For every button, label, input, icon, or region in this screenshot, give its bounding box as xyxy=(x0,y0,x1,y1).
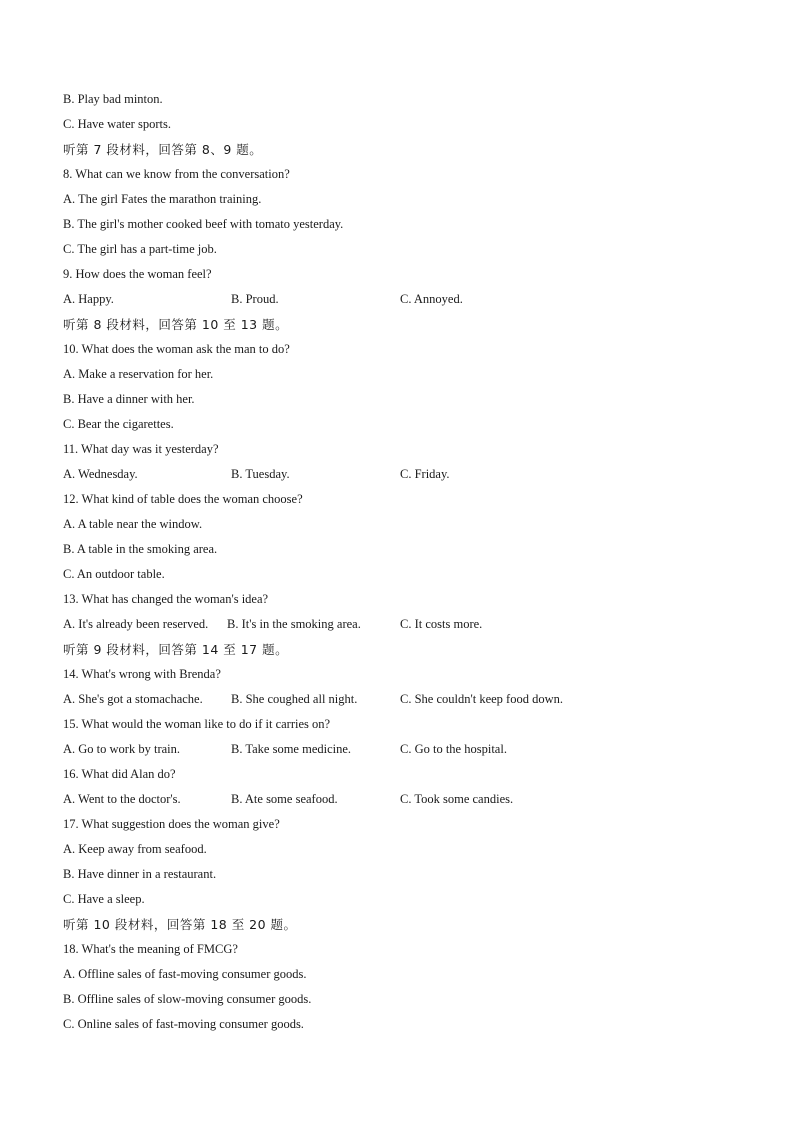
answer-option: C. Have water sports. xyxy=(63,117,171,131)
answer-option: B. Have dinner in a restaurant. xyxy=(63,867,217,881)
section-heading: 听第 10 段材料，回答第 18 至 20 题。 xyxy=(63,917,297,932)
answer-option: C. An outdoor table. xyxy=(63,567,165,581)
answer-option: B. Take some medicine. xyxy=(231,742,352,756)
answer-option: A. Offline sales of fast-moving consumer goods. xyxy=(63,967,307,981)
answer-option: A. Make a reservation for her. xyxy=(63,367,214,381)
answer-option: C. The girl has a part-time job. xyxy=(63,242,217,256)
answer-option: C. She couldn't keep food down. xyxy=(400,692,563,706)
question-text: 10. What does the woman ask the man to do? xyxy=(63,342,290,356)
answer-option: A. Keep away from seafood. xyxy=(63,842,207,856)
question-text: 13. What has changed the woman's idea? xyxy=(63,592,269,606)
answer-option: B. Tuesday. xyxy=(231,467,290,481)
answer-option: A. Wednesday. xyxy=(63,467,138,481)
question-text: 11. What day was it yesterday? xyxy=(63,442,219,456)
answer-option: A. Go to work by train. xyxy=(63,742,180,756)
answer-option: B. Offline sales of slow-moving consumer goods. xyxy=(63,992,312,1006)
answer-option: B. She coughed all night. xyxy=(231,692,358,706)
answer-option: C. Bear the cigarettes. xyxy=(63,417,174,431)
answer-option: C. It costs more. xyxy=(400,617,483,631)
question-text: 16. What did Alan do? xyxy=(63,767,176,781)
question-text: 8. What can we know from the conversation? xyxy=(63,167,290,181)
answer-option: A. The girl Fates the marathon training. xyxy=(63,192,262,206)
answer-option: A. A table near the window. xyxy=(63,517,203,531)
question-text: 17. What suggestion does the woman give? xyxy=(63,817,280,831)
answer-option: C. Annoyed. xyxy=(400,292,463,306)
section-heading: 听第 9 段材料，回答第 14 至 17 题。 xyxy=(63,642,289,657)
answer-option: B. A table in the smoking area. xyxy=(63,542,218,556)
answer-option: C. Go to the hospital. xyxy=(400,742,507,756)
question-text: 12. What kind of table does the woman choose? xyxy=(63,492,303,506)
section-heading: 听第 7 段材料，回答第 8、9 题。 xyxy=(63,142,263,157)
question-text: 14. What's wrong with Brenda? xyxy=(63,667,221,681)
answer-option: B. Ate some seafood. xyxy=(231,792,338,806)
section-heading: 听第 8 段材料，回答第 10 至 13 题。 xyxy=(63,317,289,332)
answer-option: B. It's in the smoking area. xyxy=(227,617,361,631)
answer-option: C. Online sales of fast-moving consumer goods. xyxy=(63,1017,304,1031)
answer-option: B. Proud. xyxy=(231,292,279,306)
answer-option: B. Have a dinner with her. xyxy=(63,392,195,406)
answer-option: B. Play bad minton. xyxy=(63,92,163,106)
answer-option: C. Took some candies. xyxy=(400,792,514,806)
answer-option: C. Friday. xyxy=(400,467,450,481)
answer-option: A. Went to the doctor's. xyxy=(63,792,181,806)
answer-option: C. Have a sleep. xyxy=(63,892,145,906)
answer-option: A. Happy. xyxy=(63,292,114,306)
question-text: 15. What would the woman like to do if it carries on? xyxy=(63,717,331,731)
answer-option: A. It's already been reserved. xyxy=(63,617,209,631)
question-text: 18. What's the meaning of FMCG? xyxy=(63,942,238,956)
answer-option: B. The girl's mother cooked beef with tomato yesterday. xyxy=(63,217,344,231)
question-text: 9. How does the woman feel? xyxy=(63,267,212,281)
answer-option: A. She's got a stomachache. xyxy=(63,692,203,706)
